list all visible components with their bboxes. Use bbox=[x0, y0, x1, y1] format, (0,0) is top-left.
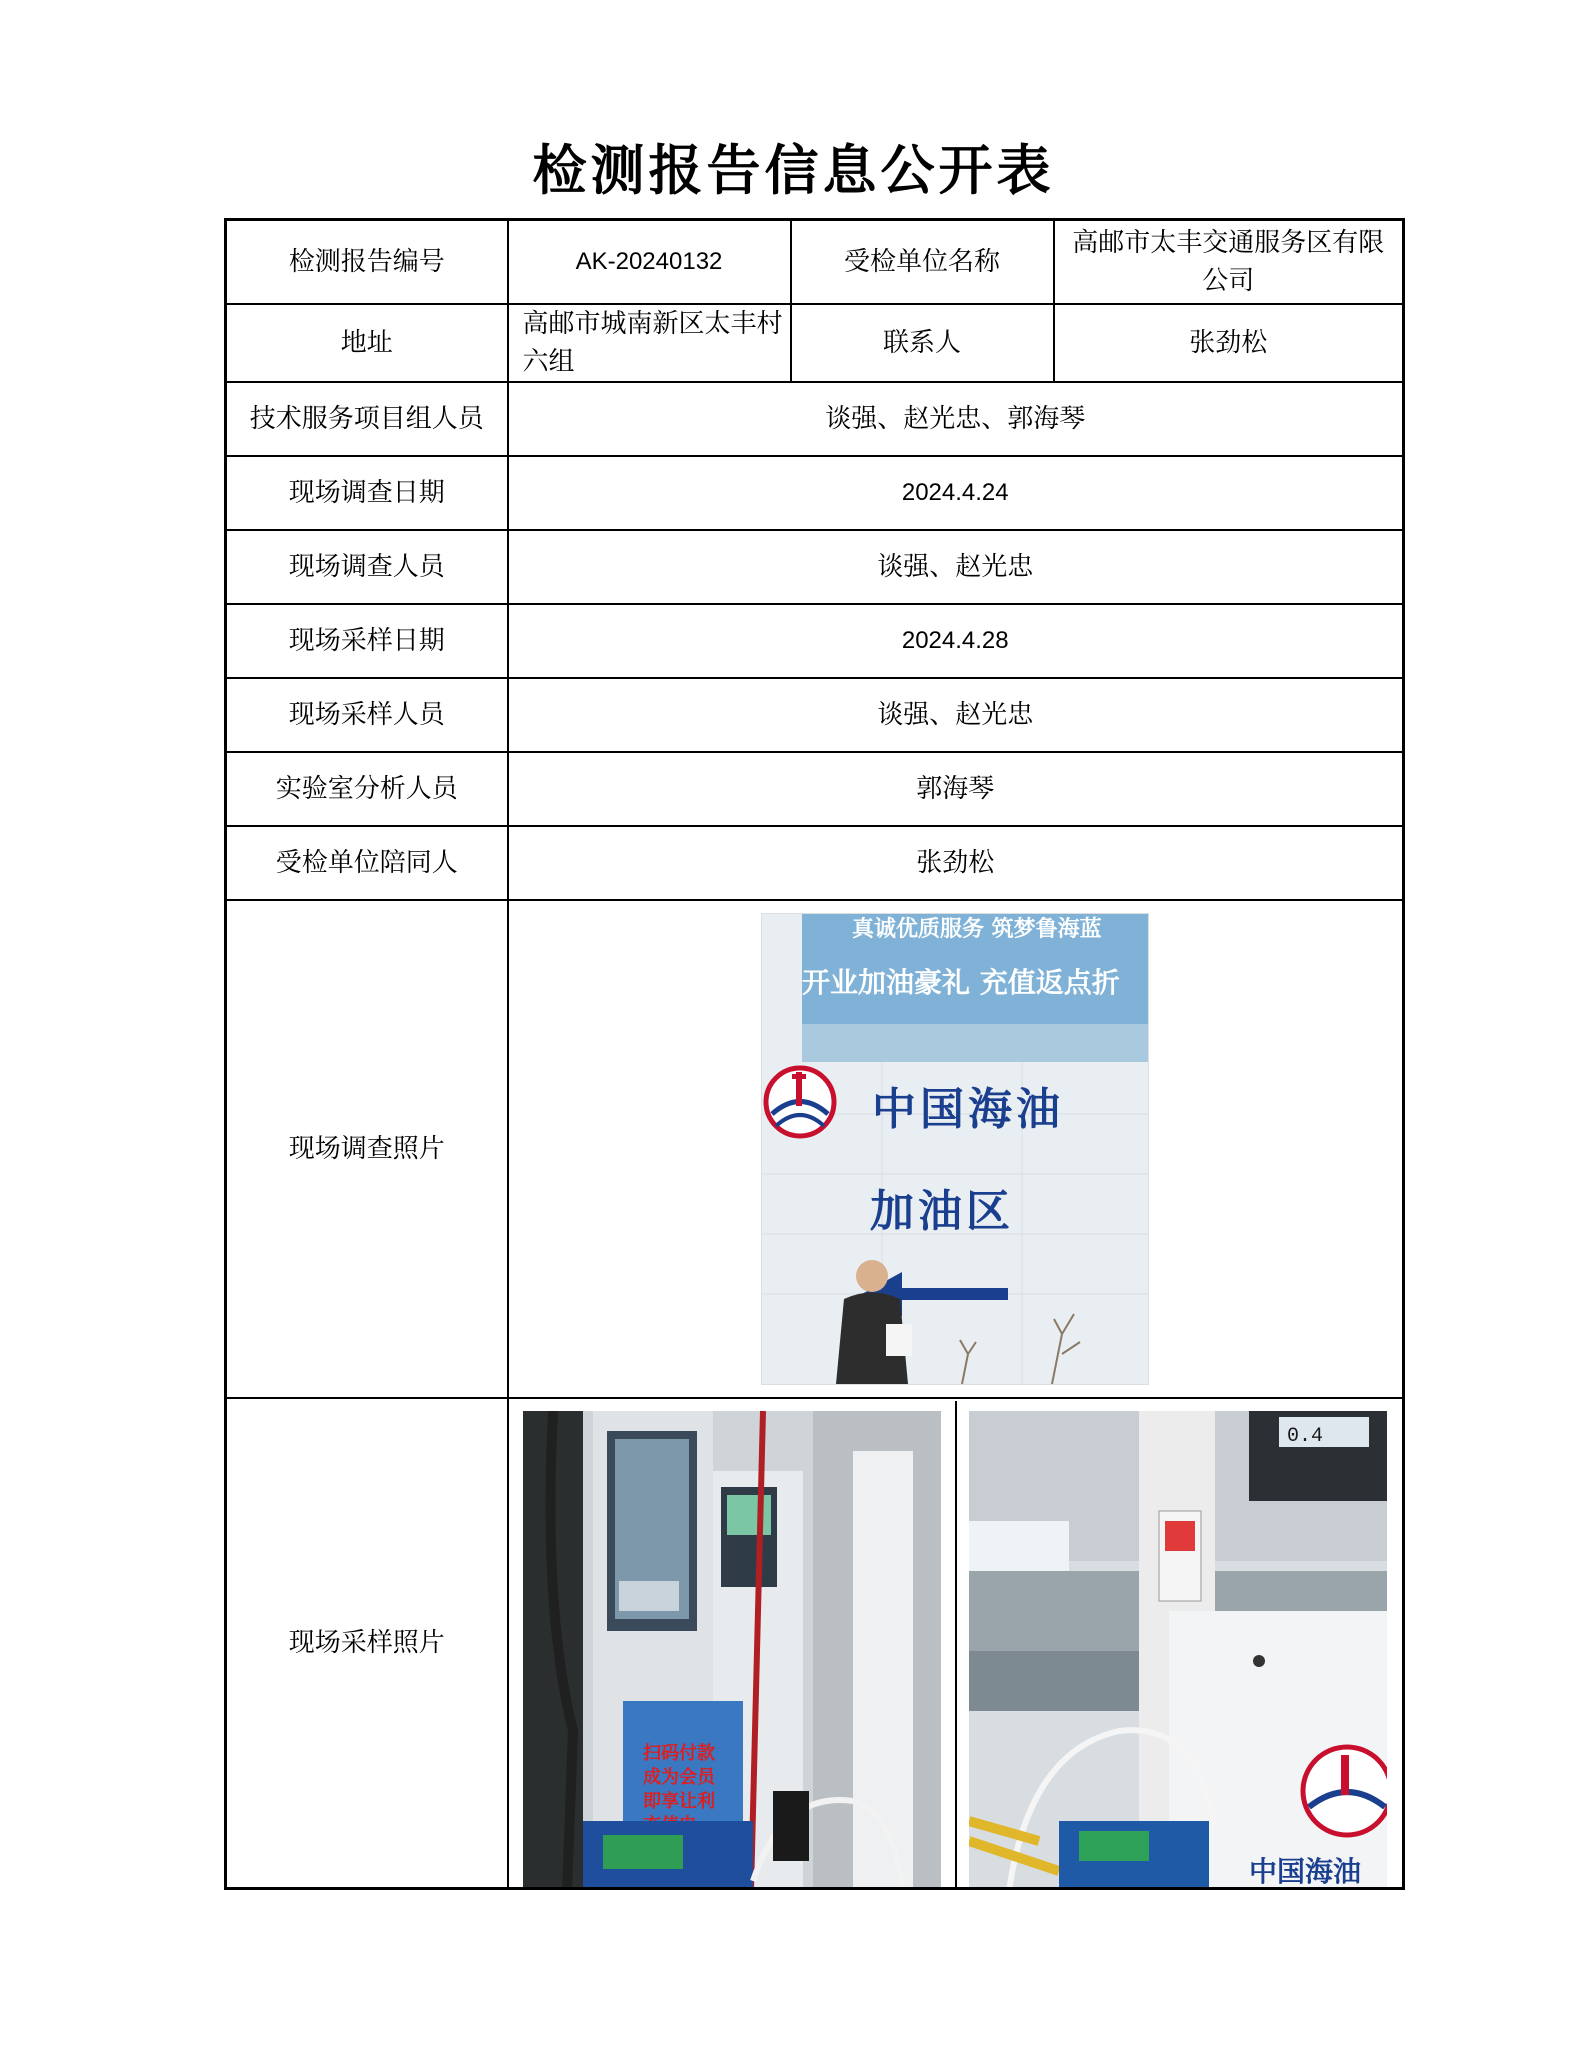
banner-line-2: 开业加油豪礼 充值返点折 bbox=[802, 966, 1120, 999]
survey-staff-label: 现场调查人员 bbox=[226, 530, 508, 604]
unit-name-value: 高邮市太丰交通服务区有限公司 bbox=[1054, 220, 1404, 305]
row-team bbox=[226, 382, 1404, 456]
address-label: 地址 bbox=[226, 304, 508, 382]
sampling-staff-label: 现场采样人员 bbox=[226, 678, 508, 752]
row-escort bbox=[226, 826, 1404, 900]
brand-text: 中国海油 bbox=[872, 1084, 1065, 1135]
lab-staff-value: 郭海琴 bbox=[508, 752, 1404, 826]
survey-photo bbox=[761, 913, 1149, 1385]
row-address bbox=[226, 304, 1404, 382]
sampling-staff-value: 谈强、赵光忠 bbox=[508, 678, 1404, 752]
team-label: 技术服务项目组人员 bbox=[226, 382, 508, 456]
address-value: 高邮市城南新区太丰村六组 bbox=[508, 304, 791, 382]
unit-name-label: 受检单位名称 bbox=[791, 220, 1054, 305]
sticker-line-1: 扫码付款 bbox=[642, 1743, 715, 1764]
survey-date-value: 2024.4.24 bbox=[508, 456, 1404, 530]
meter-screen: 0.4 bbox=[1286, 1425, 1323, 1448]
banner-line-1: 真诚优质服务 筑梦鲁海蓝 bbox=[852, 917, 1102, 942]
cnooc-logo-icon bbox=[1303, 1747, 1387, 1835]
sampling-photo-right bbox=[969, 1411, 1387, 1889]
row-sampling-staff bbox=[226, 678, 1404, 752]
row-sampling-date bbox=[226, 604, 1404, 678]
survey-photo-label: 现场调查照片 bbox=[226, 900, 508, 1398]
sampling-date-label: 现场采样日期 bbox=[226, 604, 508, 678]
lab-staff-label: 实验室分析人员 bbox=[226, 752, 508, 826]
report-no-value: AK-20240132 bbox=[508, 220, 791, 305]
row-report-no bbox=[226, 220, 1404, 305]
survey-date-label: 现场调查日期 bbox=[226, 456, 508, 530]
brand-text-right: 中国海油 bbox=[1248, 1855, 1361, 1888]
page-title: 检测报告信息公开表 bbox=[532, 139, 1055, 202]
survey-staff-value: 谈强、赵光忠 bbox=[508, 530, 1404, 604]
team-value: 谈强、赵光忠、郭海琴 bbox=[508, 382, 1404, 456]
report-no-label: 检测报告编号 bbox=[226, 220, 508, 305]
sticker-line-3: 即享让利 bbox=[642, 1791, 715, 1812]
cnooc-logo-icon bbox=[766, 1068, 834, 1136]
zone-text: 加油区 bbox=[870, 1186, 1015, 1237]
escort-value: 张劲松 bbox=[508, 826, 1404, 900]
row-sampling-photo bbox=[226, 1398, 1404, 1889]
row-survey-date bbox=[226, 456, 1404, 530]
row-survey-staff bbox=[226, 530, 1404, 604]
sticker-line-2: 成为会员 bbox=[642, 1767, 715, 1788]
contact-label: 联系人 bbox=[791, 304, 1054, 382]
escort-label: 受检单位陪同人 bbox=[226, 826, 508, 900]
row-lab-staff bbox=[226, 752, 1404, 826]
nozzle-icon bbox=[773, 1791, 809, 1861]
sampling-photo-left bbox=[523, 1411, 941, 1889]
sampling-date-value: 2024.4.28 bbox=[508, 604, 1404, 678]
contact-value: 张劲松 bbox=[1054, 304, 1404, 382]
info-table bbox=[224, 218, 1405, 1890]
sampling-photo-label: 现场采样照片 bbox=[226, 1398, 508, 1889]
row-survey-photo bbox=[226, 900, 1404, 1398]
